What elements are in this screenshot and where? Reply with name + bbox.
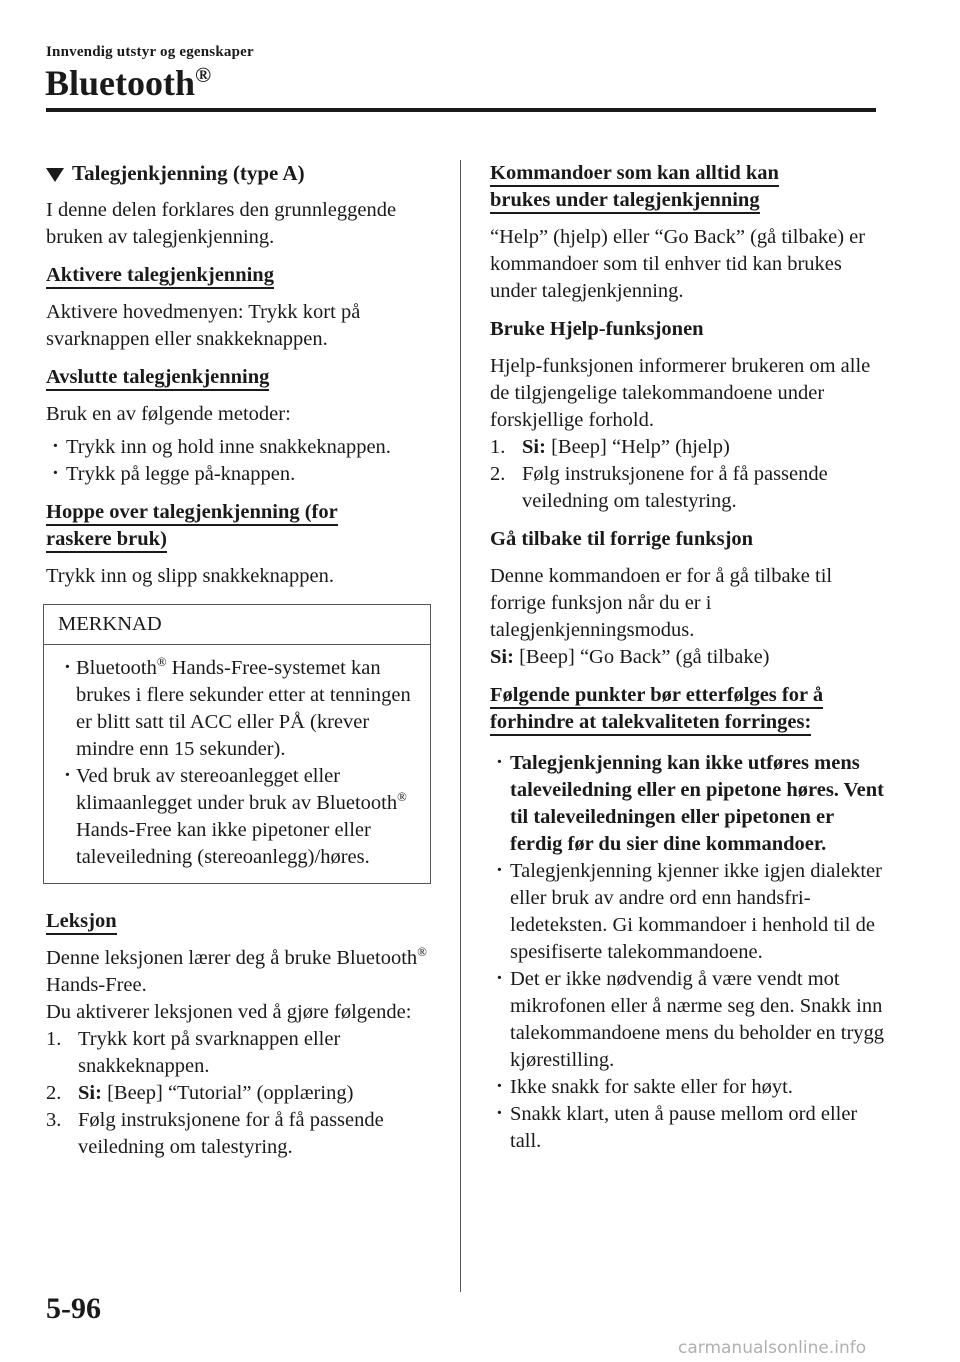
note-body [44,645,430,883]
step-number: 2. [490,463,506,485]
quality-heading-line2: forhindre at talekvaliteten forringes: [490,711,811,736]
note-text: Hands-Free-systemet kan brukes i flere sekunder etter at tenningen er blitt satt til ACC eller PÅ (krever mindre enn 15 sekunder). [76,657,411,760]
right-column [490,160,890,1165]
back-command [490,644,890,671]
intro-text: I denne delen forklares den grunnleggende bruken av talegjenkjenning. [46,199,397,248]
skip-heading-line1: Hoppe over talegjenkjenning (for [46,501,338,526]
page-number: 5-96 [46,1292,101,1325]
always-heading-line1: Kommandoer som kan alltid kan [490,162,779,187]
always-heading [490,160,890,214]
lesson-text [46,945,434,999]
list-item: · Det er ikke nødvendig å være vendt mot mikrofonen eller å nærme seg den. Snakk inn talekommandoene mens du beholder en trygg kjørestilling. [490,966,890,1074]
activate-heading [46,262,434,289]
si-label: Si: [490,646,514,668]
list-item [490,434,890,461]
list-item [58,655,416,763]
note-list [58,655,416,871]
step-text: Følg instruksjonene for å få passende veiledning om talestyring. [522,463,828,512]
page-title [45,62,211,104]
end-heading [46,364,434,391]
registered-mark: ® [195,63,212,87]
activate-heading-text: Aktivere talegjenkjenning [46,264,274,289]
column-divider [460,160,461,1292]
step-number: 3. [46,1109,62,1131]
note-text: Ved bruk av stereoanlegget eller klimaanlegget under bruk av Bluetooth [76,765,398,814]
header-rule [46,108,876,112]
end-text: Bruk en av følgende metoder: [46,403,291,425]
quality-heading [490,682,890,736]
note-text: Hands-Free kan ikke pipetoner eller taleveiledning (stereoanlegg)/høres. [76,819,371,868]
chapter-label: Innvendig utstyr og egenskaper [46,44,254,60]
registered-mark: ® [417,945,427,960]
list-item: · Trykk inn og hold inne snakkeknappen. [46,434,434,461]
lesson-text-b: Hands-Free. [46,974,147,996]
step-number: 1. [490,436,506,458]
page-title-text: Bluetooth [45,63,196,103]
always-heading-line2: brukes under talegjenkjenning [490,189,760,214]
skip-heading-line2: raskere bruk) [46,528,167,553]
list-item: · Snakk klart, uten å pause mellom ord eller tall. [490,1101,890,1155]
step-text: [Beep] “Help” (hjelp) [545,436,730,458]
skip-text: Trykk inn og slipp snakkeknappen. [46,565,334,587]
list-item: · Talegjenkjenning kjenner ikke igjen dialekter eller bruk av andre ord enn handsfri-ledeteksten. Gi kommandoer i henhold til de spesifiserte talekommandoene. [490,858,890,966]
list-item [490,461,890,515]
lesson-heading [46,908,434,935]
quality-list [490,750,890,1155]
activate-text: Aktivere hovedmenyen: Trykk kort på svarknappen eller snakkeknappen. [46,301,361,350]
skip-heading [46,499,434,553]
help-text: Hjelp-funksjonen informerer brukeren om alle de tilgjengelige talekommandoene under forskjellige forhold. [490,355,871,431]
lesson-text-a: Denne leksjonen lærer deg å bruke Bluetooth [46,947,418,969]
list-item [46,1026,434,1080]
left-column [46,160,434,1171]
always-text: “Help” (hjelp) eller “Go Back” (gå tilbake) er kommandoer som til enhver tid kan brukes under talegjenkjenning. [490,226,866,302]
list-item: · Talegjenkjenning kan ikke utføres mens taleveiledning eller en pipetone høres. Vent til taleveiledningen eller pipetonen er ferdig før du sier dine kommandoer. [490,750,890,858]
section-heading-text: Talegjenkjenning (type A) [72,161,305,185]
end-methods-list [46,434,434,488]
note-text: Bluetooth [76,657,157,679]
help-heading: Bruke Hjelp-funksjonen [490,318,704,340]
registered-mark: ® [397,790,407,805]
list-item: · Ikke snakk for sakte eller for høyt. [490,1074,890,1101]
back-heading: Gå tilbake til forrige funksjon [490,528,754,550]
list-item [46,1080,434,1107]
lesson-instruction: Du aktiverer leksjonen ved å gjøre følgende: [46,1001,412,1023]
registered-mark: ® [156,655,167,670]
step-si-label: Si: [522,436,546,458]
end-heading-text: Avslutte talegjenkjenning [46,366,269,391]
back-text: Denne kommandoen er for å gå tilbake til forrige funksjon når du er i talegjenkjenningsmodus. [490,565,833,641]
step-si-label: Si: [78,1082,102,1104]
section-heading [46,160,434,187]
triangle-down-icon [46,168,64,182]
watermark: carmanualsonline.info [678,1338,867,1358]
step-number: 2. [46,1082,62,1104]
step-number: 1. [46,1028,62,1050]
list-item [46,1107,434,1161]
step-text: Trykk kort på svarknappen eller snakkeknappen. [78,1028,341,1077]
quality-heading-line1: Følgende punkter bør etterfølges for å [490,684,823,709]
lesson-heading-text: Leksjon [46,910,117,935]
lesson-steps [46,1026,434,1161]
note-title: MERKNAD [44,605,430,645]
list-item: · Trykk på legge på-knappen. [46,461,434,488]
note-box [43,604,431,884]
step-text: Følg instruksjonene for å få passende veiledning om talestyring. [78,1109,384,1158]
list-item [58,763,416,871]
step-text: [Beep] “Tutorial” (opplæring) [101,1082,354,1104]
si-text: [Beep] “Go Back” (gå tilbake) [513,646,770,668]
help-steps [490,434,890,515]
